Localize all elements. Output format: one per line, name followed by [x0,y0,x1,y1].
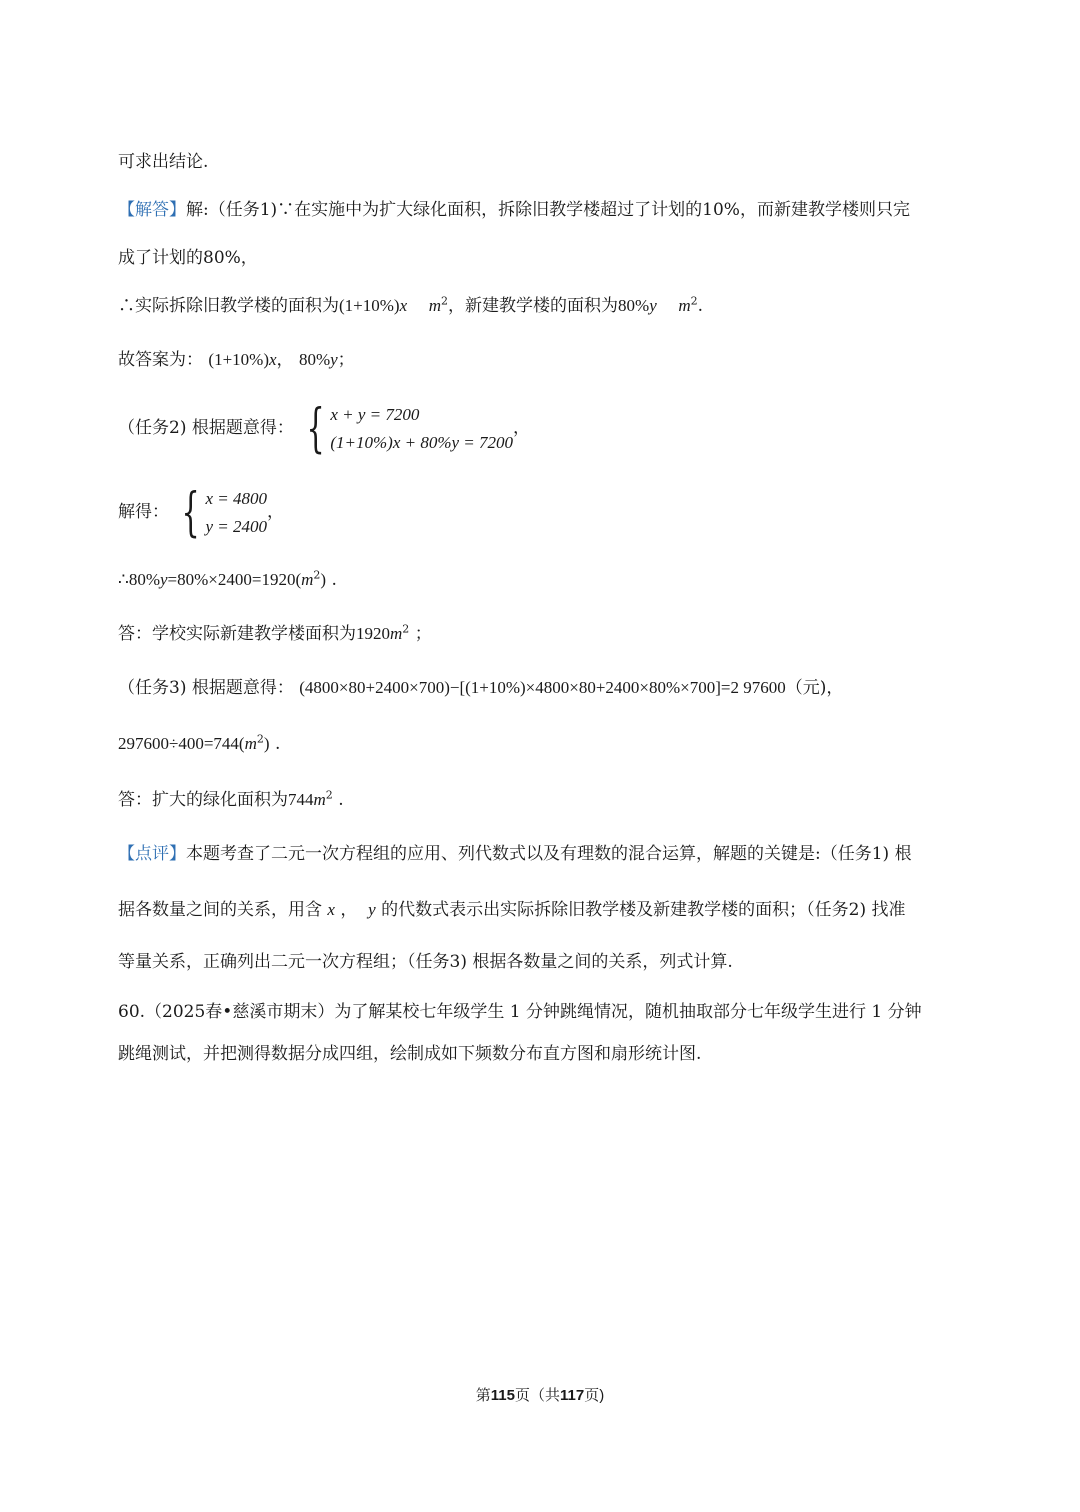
current-page-number: 115 [490,1387,515,1404]
text: . [331,570,337,590]
math-unit: m [428,296,442,315]
text: （任务3) 根据题意得： [118,678,294,698]
answer-label: 【解答】 [118,200,186,220]
question-60-line-1 [118,1000,922,1024]
text: . [338,790,344,810]
comment-text: 本题考查了二元一次方程组的应用、列代数式以及有理数的混合运算，解题的关键是:（任务1) 根 [186,844,912,864]
footer-text: 页（共 [515,1387,561,1404]
exponent: 2 [402,622,410,636]
text: 故答案为： [118,350,203,370]
math-unit: m [244,734,257,753]
math-expr: ) [263,734,270,753]
calc-line-2 [118,732,280,756]
math-expr: 297600÷400=744( [118,734,245,753]
math-expr: =80%×2400=1920( [167,570,302,589]
question-60-line-2 [118,1042,701,1066]
math-expr: 1920 [356,624,390,643]
page-footer [0,1384,1080,1405]
text: ； [337,350,355,370]
math-expr: 744 [288,790,314,809]
math-unit: m [678,296,691,315]
equation-system [299,398,514,459]
text: （任务2) 根据题意得： [118,418,294,438]
left-brace-icon: { [181,482,201,543]
text: 据各数量之间的关系，用含 [118,900,322,920]
math-expr: (1+10%) [208,350,269,369]
text: ∴实际拆除旧教学楼的面积为 [118,296,339,316]
answer-statement-1 [118,622,432,646]
math-expr: ) [320,570,327,589]
question-text: 60.（2025春•慈溪市期末）为了解某校七年级学生 1 分钟跳绳情况，随机抽取部分七年级学生进行 1 分钟 [118,1002,922,1022]
math-var: y [330,350,338,369]
text: 解得： [118,502,169,522]
equation: x + y = 7200 [330,404,420,424]
exponent: 2 [313,568,321,582]
equation: y = 2400 [205,516,268,536]
text: 可求出结论. [118,152,209,172]
footer-text: 页) [584,1387,605,1404]
comment-line-2 [118,898,905,922]
question-text: 跳绳测试，并把测得数据分成四组，绘制成如下频数分布直方图和扇形统计图. [118,1044,702,1064]
math-var: x [327,900,335,919]
text-line-conclusion [118,150,208,174]
math-expr: 80% [618,296,650,315]
equation: x = 4800 [205,488,268,508]
task3-line [118,676,843,700]
solution-line [118,482,284,542]
math-var: y [159,570,168,589]
text: 等量关系，正确列出二元一次方程组；（任务3) 根据各数量之间的关系，列式计算. [118,952,733,972]
total-page-number: 117 [560,1387,585,1404]
footer-text: 第 [475,1387,491,1404]
equation-system-line [118,398,530,458]
solution-system [174,482,268,543]
math-var: x [399,296,408,315]
text: （元)， [785,678,844,698]
text: ， [513,418,531,438]
answer-line-2 [118,246,258,270]
text: 成了计划的80%， [118,248,258,268]
math-expr: 80% [298,350,331,369]
math-expr: (4800×80+2400×700)−[(1+10%)×4800×80+2400×80%×700]=2 97600 [299,678,786,697]
text: . [697,296,704,316]
text: ； [414,624,432,644]
text: 答：扩大的绿化面积为 [118,790,288,810]
calc-line-1 [118,568,337,592]
math-var: y [649,296,657,315]
text: ，新建教学楼的面积为 [448,296,619,316]
comment-line-1 [118,842,912,866]
answer-line-4 [118,348,355,372]
exponent: 2 [256,732,264,746]
left-brace-icon: { [306,398,325,459]
math-expr: ∴80% [118,570,160,589]
math-var: y [368,900,376,919]
answer-line-3 [118,294,703,318]
text: 的代数式表示出实际拆除旧教学楼及新建教学楼的面积；（任务2) 找准 [381,900,906,920]
math-expr: (1+10%) [339,296,400,315]
comment-label: 【点评】 [118,844,186,864]
math-unit: m [313,790,326,809]
text: ， [276,350,294,370]
math-unit: m [301,570,314,589]
text: 答：学校实际新建教学楼面积为 [118,624,356,644]
text: ， [340,900,358,920]
exponent: 2 [325,788,333,802]
equation: (1+10%)x + 80%y = 7200 [330,432,514,452]
comment-line-3 [118,950,733,974]
text: ， [267,502,285,522]
exponent: 2 [690,294,698,308]
answer-statement-2 [118,788,344,812]
answer-line-1 [118,198,910,222]
answer-text: 解:（任务1)∵在实施中为扩大绿化面积，拆除旧教学楼超过了计划的10%，而新建教学楼则只完 [186,200,910,220]
exponent: 2 [441,294,449,308]
math-unit: m [390,624,403,643]
math-var: x [268,350,277,369]
text: . [274,734,281,754]
